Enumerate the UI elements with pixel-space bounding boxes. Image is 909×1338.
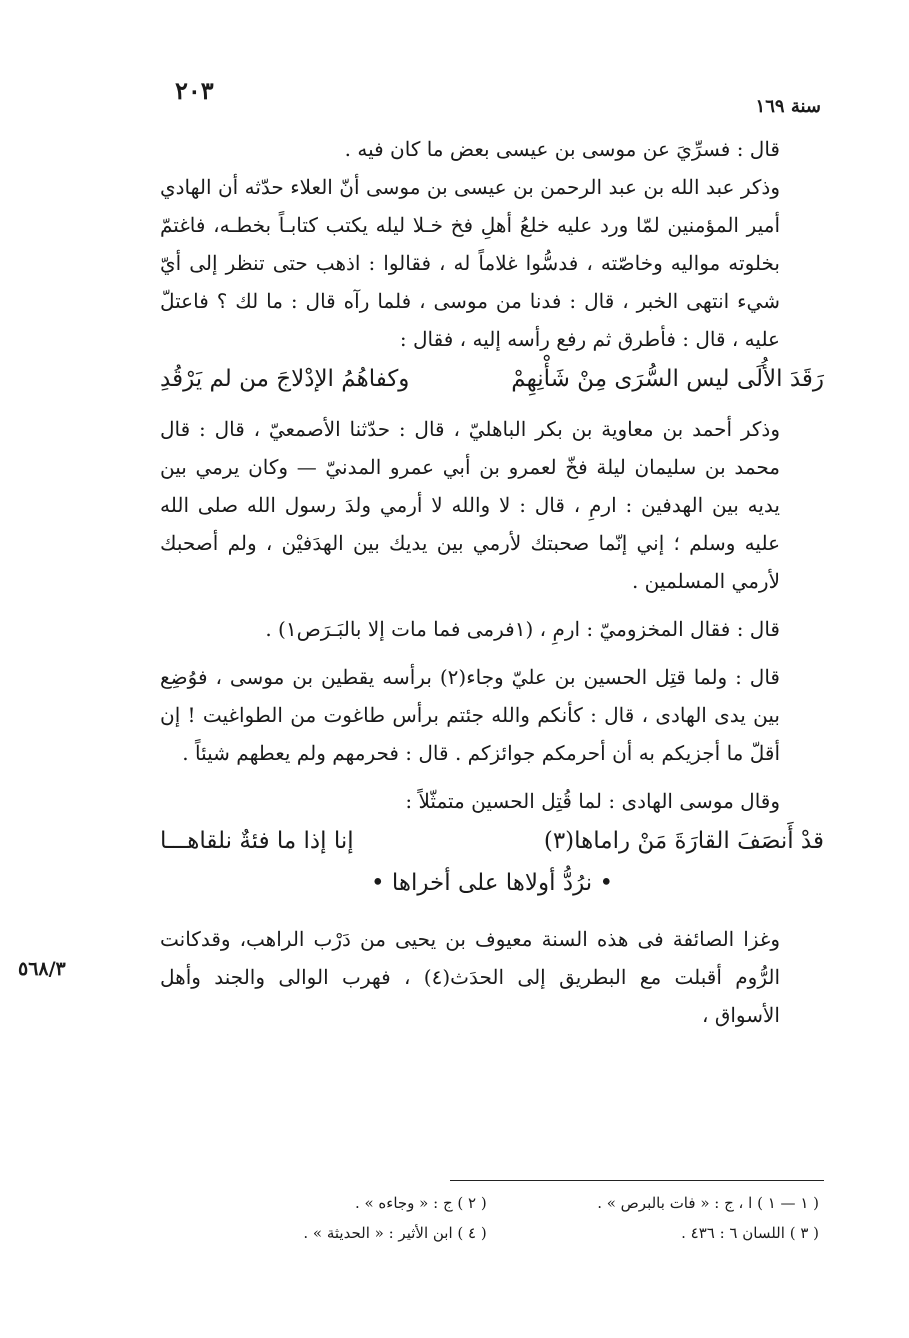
margin-reference: ٥٦٨/٣ — [18, 958, 66, 980]
verse-2-hemistich-right: قدْ أَنصَفَ القارَةَ مَنْ راماها(٣) — [543, 828, 824, 854]
footnote-row-1 — [180, 1188, 819, 1218]
paragraph-2: وذكر عبد الله بن عبد الرحمن بن عيسى بن موسى أنّ العلاء حدّثه أن الهادي أمير المؤمنين لمّا ورد عليه خلعُ أهلِ فخ خـلا ليله يكتب كتابـاً بخطـه، فاغتمّ بخلوته مواليه وخاصّته ، فدسُّوا غلاماً له ، فقالوا : اذهب حتى تنظر إلى أيّ شيء انتهى الخبر ، قال : فدنا من موسى ، فلما رآه قال : ما لك ؟ فاعتلّ عليه ، قال : فأطرق ثم رفع رأسه إليه ، فقال : — [160, 175, 780, 351]
paragraph-1: قال : فسرِّيَ عن موسى بن عيسى بعض ما كان فيه . — [344, 137, 780, 161]
paragraph-5: قال : ولما قتِل الحسين بن عليّ وجاء(٢) برأسه يقطين بن موسى ، فوُضِع بين يدى الهادى ، قال : كأنكم والله جئتم برأس طاغوت من الطواغيت ! إن أقلّ ما أجزيكم به أن أحرمكم جوائزكم . قال : فحرمهم ولم يعطهم شيئاً . — [160, 665, 780, 765]
paragraph-4: قال : فقال المخزوميّ : ارمِ ، (١فرمى فما مات إلا بالبَـرَص١) . — [265, 617, 780, 641]
verse-3-text: • نرُدُّ أولاها على أخراها • — [370, 870, 614, 896]
footnote-1: ( ١ — ١ ) ا ، ج : « فات بالبرص » . — [597, 1194, 819, 1212]
footnote-divider — [450, 1180, 824, 1181]
paragraph-6: وقال موسى الهادى : لما قُتِل الحسين متمثّلاً : — [405, 789, 780, 813]
verse-3 — [160, 862, 824, 904]
footnote-2: ( ٢ ) ج : « وجاءه » . — [354, 1194, 487, 1212]
verse-1-hemistich-right: رَقَدَ الأُلَى ليس السُّرَى مِنْ شَأْنِهِمْ — [511, 366, 824, 392]
verse-2 — [160, 820, 824, 862]
footnote-3: ( ٣ ) اللسان ٦ : ٤٣٦ . — [681, 1224, 819, 1242]
footnotes — [180, 1188, 819, 1248]
verse-2-hemistich-left: إنا إذا ما فئةٌ نلقاهـــا — [160, 828, 354, 854]
main-text — [160, 130, 824, 1034]
footnote-row-2 — [180, 1218, 819, 1248]
verse-1-hemistich-left: وكفاهُمُ الإدْلاجَ من لم يَرْقُدِ — [160, 366, 410, 392]
page-number: ٢٠٣ — [175, 76, 214, 105]
running-header-year: سنة ١٦٩ — [755, 96, 821, 117]
paragraph-7: وغزا الصائفة فى هذه السنة معيوف بن يحيى من دَرْب الراهب، وقدكانت الرُّوم أقبلت مع البطريق إلى الحدَث(٤) ، فهرب الوالى والجند وأهل الأسواق ، — [160, 927, 781, 1027]
footnote-4: ( ٤ ) ابن الأثير : « الحديثة » . — [303, 1224, 487, 1242]
paragraph-3: وذكر أحمد بن معاوية بن بكر الباهليّ ، قال : حدّثنا الأصمعيّ ، قال : قال محمد بن سليمان ليلة فخّ لعمرو بن أبي عمرو المدنيّ — وكان يرمي بين يديه بين الهدفين : ارمِ ، قال : لا والله لا أرمي ولدَ رسول الله صلى الله عليه وسلم ؛ إني إنّما صحبتك لأرمي بين يديك بين الهدَفيْن ، ولم أصحبك لأرمي المسلمين . — [160, 417, 780, 593]
verse-1 — [160, 358, 824, 400]
